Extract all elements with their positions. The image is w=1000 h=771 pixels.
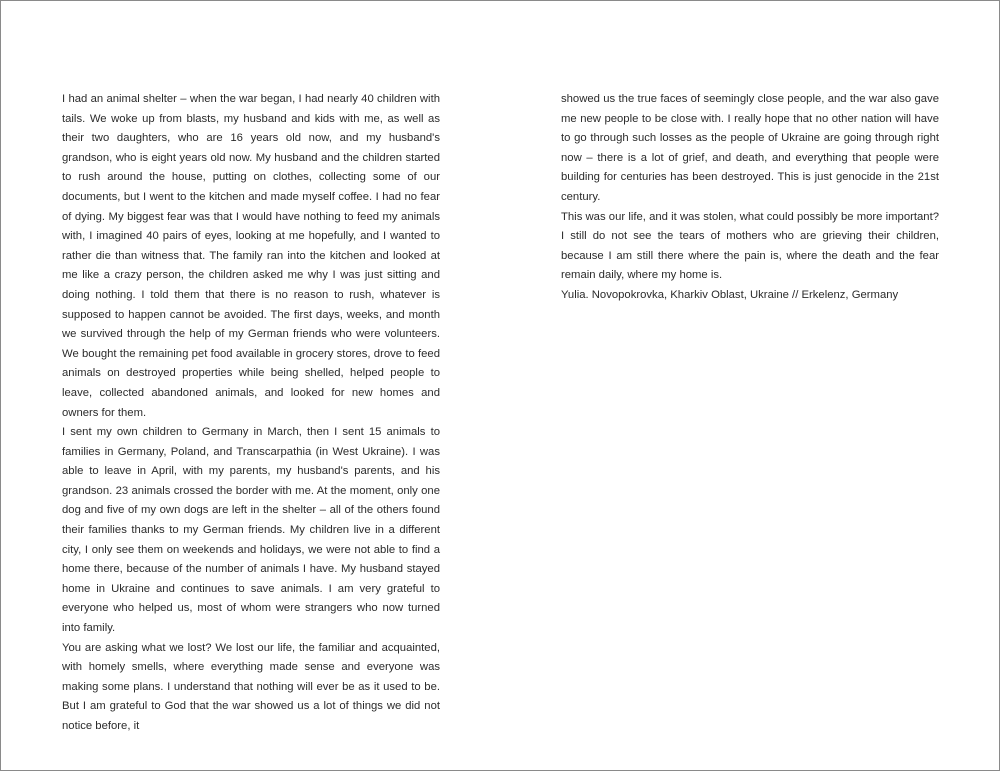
paragraph-true-faces: showed us the true faces of seemingly close people, and the war also gave me new people to be close with. I really hope that no other nation will have to go through such losses as the people of Ukraine are going through right now – there is a lot of grief, and death, and everything that people were building for centuries has been destroyed. This is just genocide in the 21st century. — [561, 93, 939, 203]
left-text-column — [62, 90, 440, 737]
paragraph-our-life-stolen: This was our life, and it was stolen, what could possibly be more important? I still do not see the tears of mothers who are grieving their children, because I am still there where the pain is, where the death and the fear remain daily, where my home is. — [561, 210, 939, 282]
paragraph-what-we-lost: You are asking what we lost? We lost our life, the familiar and acquainted, with homely smells, where everything made sense and everyone was making some plans. I understand that nothing will ever be as it used to be. But I am grateful to God that the war showed us a lot of things we did not notice before, it — [62, 641, 440, 732]
author-signature: Yulia. Novopokrovka, Kharkiv Oblast, Ukraine // Erkelenz, Germany — [561, 288, 899, 301]
right-text-column — [561, 90, 939, 306]
paragraph-leaving-ukraine: I sent my own children to Germany in March, then I sent 15 animals to families in Germany, Poland, and Transcarpathia (in West Ukraine). I was able to leave in April, with my parents, my husband's parents, and his grandson. 23 animals crossed the border with me. At the moment, only one dog and five of my own dogs are left in the shelter – all of the others found their families thanks to my German friends. My children live in a different city, I only see them on weekends and holidays, we were not able to find a home there, because of the number of animals I have. My husband stayed home in Ukraine and continues to save animals. I am very grateful to everyone who helped us, most of whom were strangers who now turned into family. — [62, 426, 440, 635]
paragraph-shelter-story: I had an animal shelter – when the war began, I had nearly 40 children with tails. We woke up from blasts, my husband and kids with me, as well as their two daughters, who are 16 years old now, and my husband's grandson, who is eight years old now. My husband and the children started to rush around the house, putting on clothes, collecting some of our documents, but I went to the kitchen and made myself coffee. I had no fear of dying. My biggest fear was that I would have nothing to feed my animals with, I imagined 40 pairs of eyes, looking at me hopefully, and I wanted to rather die than witness that. The family ran into the kitchen and looked at me like a crazy person, the children asked me why I was just sitting and doing nothing. I told them that there is no reason to rush, whatever is supposed to happen cannot be avoided. The first days, weeks, and month we survived through the help of my German friends who were volunteers. We bought the remaining pet food available in grocery stores, drove to feed animals on destroyed properties while being shelled, helped people to leave, collected abandoned animals, and looked for new homes and owners for them. — [62, 93, 440, 419]
